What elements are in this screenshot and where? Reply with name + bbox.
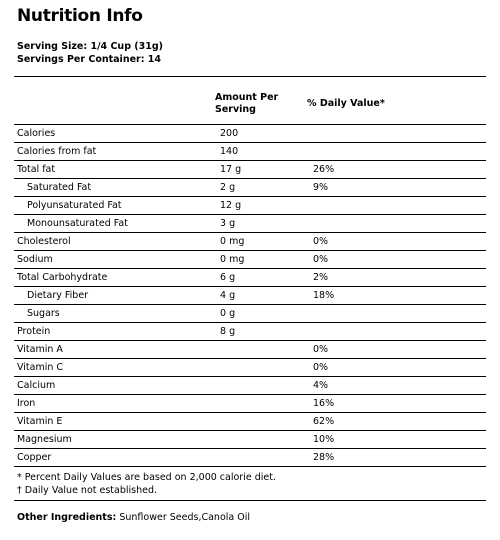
footnote-not-established: † Daily Value not established. [17, 485, 158, 496]
table-row [14, 143, 486, 161]
nutrient-amount [217, 395, 310, 413]
nutrient-amount [217, 377, 310, 395]
nutrient-dv: 0% [310, 251, 486, 269]
nutrition-table [14, 124, 486, 467]
nutrient-name: Protein [14, 323, 217, 341]
serving-info [17, 40, 163, 66]
nutrient-name: Sugars [14, 305, 217, 323]
amount-header: Amount Per Serving [215, 92, 279, 115]
table-row [14, 323, 486, 341]
nutrient-name: Calcium [14, 377, 217, 395]
nutrient-name: Calories from fat [14, 143, 217, 161]
nutrient-dv [310, 125, 486, 143]
nutrient-dv [310, 323, 486, 341]
nutrient-amount: 6 g [217, 269, 310, 287]
nutrient-name: Vitamin E [14, 413, 217, 431]
nutrient-amount: 17 g [217, 161, 310, 179]
nutrient-dv: 9% [310, 179, 486, 197]
table-row [14, 179, 486, 197]
nutrient-amount: 200 [217, 125, 310, 143]
nutrient-dv: 26% [310, 161, 486, 179]
nutrient-name: Cholesterol [14, 233, 217, 251]
table-row [14, 161, 486, 179]
nutrient-dv: 28% [310, 449, 486, 467]
table-row [14, 215, 486, 233]
nutrient-dv [310, 305, 486, 323]
nutrient-amount: 0 g [217, 305, 310, 323]
nutrient-amount: 3 g [217, 215, 310, 233]
nutrient-dv [310, 197, 486, 215]
page-title: Nutrition Info [17, 6, 143, 26]
nutrient-dv [310, 215, 486, 233]
nutrient-amount [217, 359, 310, 377]
table-row [14, 377, 486, 395]
table-row [14, 233, 486, 251]
nutrient-name: Magnesium [14, 431, 217, 449]
other-ingredients [17, 512, 250, 523]
table-row [14, 197, 486, 215]
servings-per-container: Servings Per Container: 14 [17, 54, 162, 65]
nutrient-name: Vitamin C [14, 359, 217, 377]
other-ingredients-value: Sunflower Seeds,Canola Oil [119, 512, 250, 523]
nutrient-name: Monounsaturated Fat [14, 215, 217, 233]
nutrient-dv: 16% [310, 395, 486, 413]
serving-size: Serving Size: 1/4 Cup (31g) [17, 41, 164, 52]
nutrient-dv: 10% [310, 431, 486, 449]
nutrient-name: Total fat [14, 161, 217, 179]
nutrient-dv: 62% [310, 413, 486, 431]
nutrient-amount: 140 [217, 143, 310, 161]
nutrient-dv [310, 143, 486, 161]
table-row [14, 359, 486, 377]
table-row [14, 395, 486, 413]
table-row [14, 269, 486, 287]
nutrient-dv: 0% [310, 233, 486, 251]
nutrient-name: Polyunsaturated Fat [14, 197, 217, 215]
other-ingredients-label: Other Ingredients: [17, 512, 117, 523]
nutrient-amount: 0 mg [217, 251, 310, 269]
nutrient-dv: 18% [310, 287, 486, 305]
nutrient-name: Vitamin A [14, 341, 217, 359]
nutrient-dv: 0% [310, 341, 486, 359]
nutrient-amount [217, 413, 310, 431]
table-row [14, 449, 486, 467]
footnote-daily-value: * Percent Daily Values are based on 2,000 calorie diet. [17, 472, 276, 483]
nutrient-amount: 12 g [217, 197, 310, 215]
nutrient-dv: 0% [310, 359, 486, 377]
nutrient-amount: 0 mg [217, 233, 310, 251]
nutrient-dv: 2% [310, 269, 486, 287]
nutrient-name: Iron [14, 395, 217, 413]
footnotes [17, 471, 276, 497]
nutrient-name: Copper [14, 449, 217, 467]
table-row [14, 251, 486, 269]
daily-value-header: % Daily Value* [307, 98, 385, 109]
nutrient-amount: 8 g [217, 323, 310, 341]
nutrient-amount [217, 449, 310, 467]
nutrient-amount [217, 431, 310, 449]
nutrient-name: Dietary Fiber [14, 287, 217, 305]
nutrient-name: Total Carbohydrate [14, 269, 217, 287]
nutrient-name: Saturated Fat [14, 179, 217, 197]
nutrient-amount [217, 341, 310, 359]
nutrient-dv: 4% [310, 377, 486, 395]
table-row [14, 413, 486, 431]
table-row [14, 305, 486, 323]
table-row [14, 341, 486, 359]
nutrient-amount: 2 g [217, 179, 310, 197]
top-divider [14, 76, 486, 77]
nutrient-name: Sodium [14, 251, 217, 269]
table-row [14, 431, 486, 449]
table-row [14, 287, 486, 305]
nutrient-name: Calories [14, 125, 217, 143]
bottom-divider [14, 500, 486, 501]
nutrient-amount: 4 g [217, 287, 310, 305]
table-row [14, 125, 486, 143]
